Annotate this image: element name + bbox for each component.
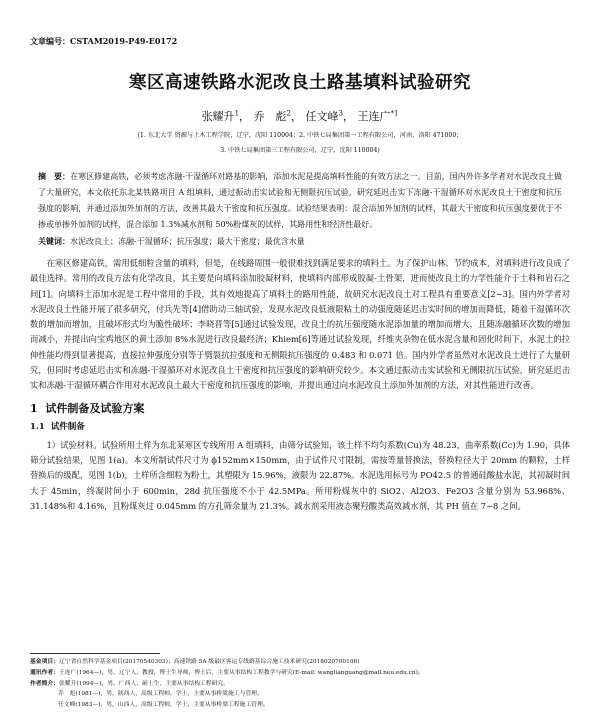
keywords [30,233,570,250]
abstract-label: 摘 要： [38,171,71,181]
abstract [30,168,570,233]
section-heading [30,400,570,416]
footnote-divider [30,653,160,654]
keywords-text: 水泥改良土；冻融-干湿循环；抗压强度；最大干密度；最优含水量 [70,237,305,246]
author-name: 张耀升 [201,110,235,123]
affiliation-line: 3. 中铁七局集团第三工程有限公司，辽宁，沈阳 110004) [220,147,380,154]
footnote-label: 基金项目： [30,659,59,665]
subsection-title: 试件制备 [50,421,85,432]
keywords-label: 关键词： [38,236,70,246]
footnote-label: 通讯作者： [30,669,59,676]
footnote-line [30,700,570,711]
footnote-line [30,679,570,690]
footnote-text: 张耀升(1994—)，男，广西人，硕士生，主要从事结构工程研究。 [59,680,229,687]
author-affil-mark: 3 [338,109,343,118]
abstract-text: 在寒区修建高铁，必须考虑冻融-干湿循环对路基的影响，添加水泥是提高填料性能的有效方法之一。目前，国内外许多学者对水泥改良土做了大量研究，本文依托东北某铁路项目 A 组填料，通过振动击实试验和无侧限抗压试验，研究延迟击实下冻融-干湿循环对水泥改良土干密度和抗压强度的影响，并通过添加外加剂的方法，改善其最大干密度和抗压强度。试验结果表明：混合添加外加剂的试样，其最大干密度和抗压强度要优于不掺或单掺外加剂的试样，混合添加 1.3%减水剂和 50%粉煤灰的试样，其路用性和经济性最好。 [38,172,563,229]
article-number: 文章编号：CSTAM2019-P49-E0172 [30,36,178,46]
affiliations [30,128,570,158]
materials-paragraph: 1）试验材料。试验所用土样为东北某寒区专线所用 A 组填料，由筛分试验知，该土样不均匀系数(Cu)为 48.23，曲率系数(Cc)为 1.90，具体筛分试验结果，见图 1(a)。本文所制试件尺寸为 ϕ152mm×150mm，由于试件尺寸限制，需按等量替换法，替换粒径大于 20mm 的颗粒，土样替换后的级配，见图 1(b)，土样所含细粒为粉土，其塑限为 15.96%，液限为 22.87%。水泥选用标号为 PO42.5 的普通硅酸盐水泥，其初凝时间大于 45min，终凝时间小于 600min，28d 抗压强度不小于 42.5MPa。所用粉煤灰中的 SiO2、Al2O3、Fe2O3 含量分别为 53.968%、31.148%和 4.16%，且粉煤灰过 0.045mm 的方孔筛余量为 21.3%。减水剂采用液态聚羟酸类高效减水剂，其 PH 值在 7~8 之间。 [30,439,570,511]
footnotes [30,657,570,711]
section-number: 1 [30,401,38,415]
section-title: 试件制备及试验方案 [45,401,145,415]
subsection-heading [30,420,570,432]
paper-title: 寒区高速铁路水泥改良土路基填料试验研究 [129,73,471,93]
author-name: 任文峰 [305,110,339,123]
author-affil-mark: 1 [234,109,240,118]
author-affil-mark: *1 [390,109,399,118]
author-list: 张耀升$^1$， 乔 彪$^2$， 任文峰$^3$， 王连广$^{*1}$ [201,109,399,123]
subsection-number: 1.1 [30,421,45,432]
author-name: 王连广 [357,110,391,123]
footnote-label: 作者简介： [30,680,59,687]
author-name: 乔 彪 [253,110,287,123]
footnote-text: 辽宁省自然科学基金项目(20170540303)；高速铁路 5A 级最区客运专线路基综合施工技术研究(2018020700106) [59,659,360,665]
footnote-text: 王连广(1964—)，男，辽宁人，教授，博士生导师，博士后，主要从事结构工程教学与研究(E-mail: wanglianguang@mail.neu.edu.cn)。 [59,669,424,676]
footnote-text: 任文峰(1983—)，男，山西人，高级工程师，学士，主要从事桥梁工程施工管理。 [58,702,269,709]
affiliation-line: (1. 东北大学 资源与土木工程学院，辽宁，沈阳 110004；2. 中铁七局集团第一工程有限公司，河南，洛阳 471000； [137,132,463,139]
footnote-line [30,657,570,668]
footnote-text: 乔 彪(1981—)，男，陕西人，高级工程师，学士，主要从事桥梁施工与管理。 [58,691,263,698]
author-affil-mark: 2 [286,109,291,118]
footnote-line [30,668,570,679]
footnote-line [30,689,570,700]
intro-paragraph: 在寒区修建高铁，需用低细粒含量的填料，但是，在线路周围一般很难找到满足要求的填料土。为了保护山林、节约成本，对填料进行改良成了最佳选择。常用的改良方法有化学改良，其主要是向填料添加胶凝材料，使填料内部形成胶凝-土骨架，进而使改良土的力学性能介于土料和岩石之间[1]。向填料土添加水泥是工程中常用的手段，其有效地提高了填料土的路用性能，故研究水泥改良土对工程具有重要意义[2~3]。国内外学者对水泥改良土性能开展了很多研究，付兵先等[4]借助动三轴试验，发现水泥改良低液限粘土的动强度随延迟击实时间的增加而降低，随着干湿循环次数的增加而增加，且破坏形式均为脆性破坏；李晓晋等[5]通过试验发现，改良土的抗压强度随水泥添加量的增加而增大，且随冻融循环次数的增加而减小，并提出向宝鸡地区的黄土添加 8%水泥进行改良最经济；Khiem[6]等通过试验发现，纤维夹杂物在低水泥含量和固化时间下，水泥土的拉伸性能均得到显著提高，直接拉伸强度分别等于劈裂抗拉强度和无侧限抗压强度的 0.483 和 0.071 倍。国内外学者虽然对水泥改良土进行了大量研究，但同时考虑延迟击实和冻融-干湿循环对水泥改良土干密度和抗压强度的影响研究较少。本文通过振动击实试验和无侧限抗压试验，研究延迟击实和冻融-干湿循环耦合作用对水泥改良土最大干密度和抗压强度的影响，并提出通过向水泥改良土添加外加剂的方法，对其性能进行改善。 [30,258,570,391]
